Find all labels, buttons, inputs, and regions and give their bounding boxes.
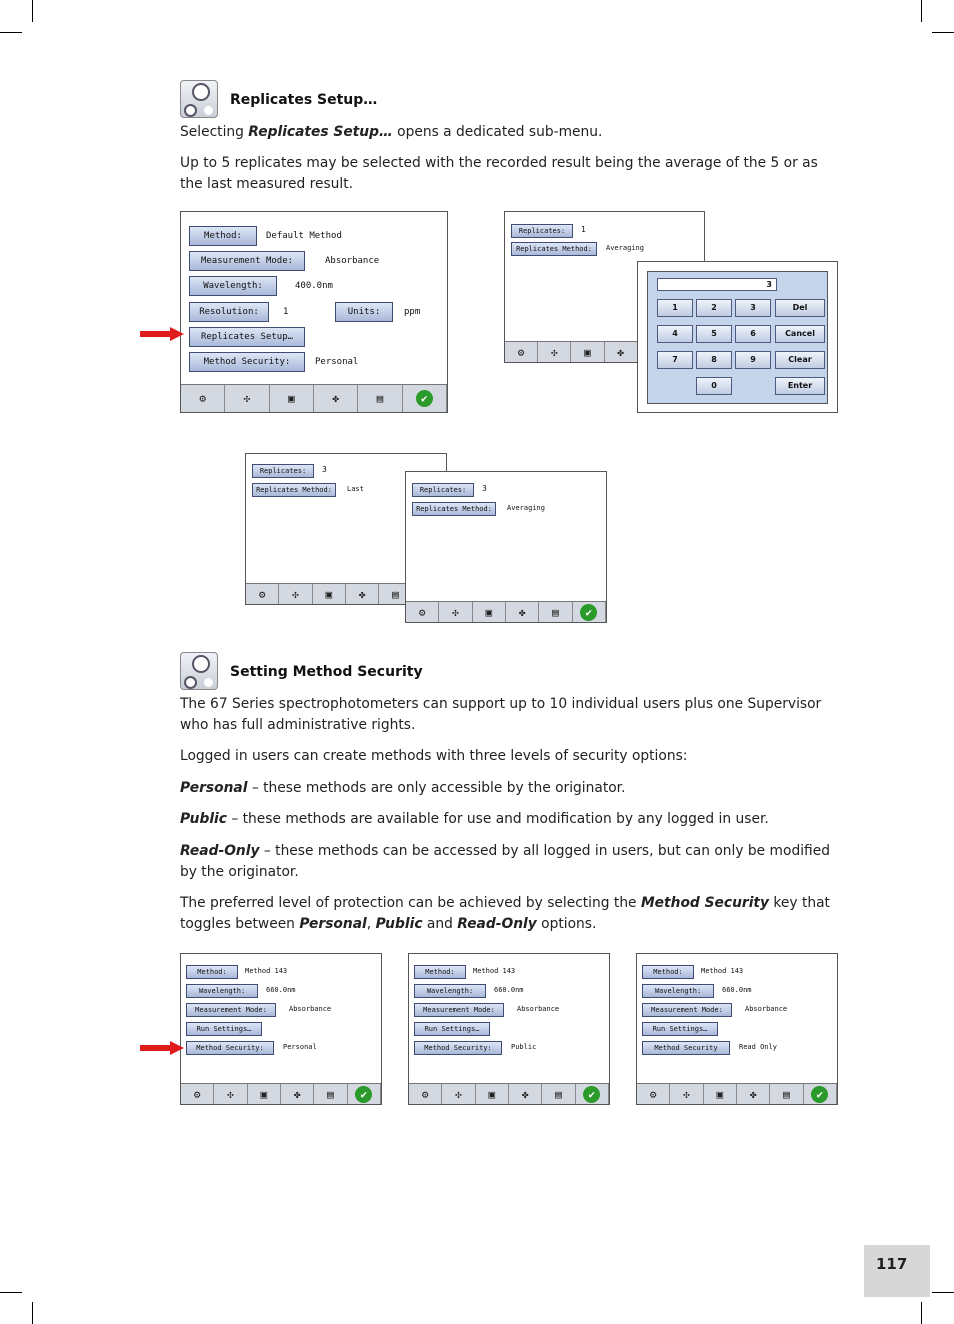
confirm-icon[interactable] bbox=[573, 602, 606, 622]
method-button[interactable]: Method: bbox=[189, 226, 257, 246]
puzzle-icon[interactable]: ✤ bbox=[737, 1084, 770, 1104]
units-value: ppm bbox=[404, 307, 421, 317]
key-del[interactable]: Del bbox=[775, 299, 825, 317]
pc-icon[interactable]: ▣ bbox=[571, 342, 604, 362]
paragraph-preferred: The preferred level of protection can be achieved by selecting the Method Security key that toggles between Personal, Public and Read-Only options. bbox=[180, 895, 830, 932]
molecule-icon[interactable]: ✣ bbox=[439, 602, 472, 622]
section-heading-security: Setting Method Security bbox=[230, 664, 423, 680]
measurement-mode-value: Absorbance bbox=[517, 1005, 560, 1013]
method-button[interactable]: Method: bbox=[186, 965, 238, 979]
measurement-mode-button[interactable]: Measurement Mode: bbox=[414, 1003, 504, 1017]
keypad-display: 3 bbox=[657, 278, 777, 291]
method-value: Method 143 bbox=[473, 967, 516, 975]
method-security-value: Personal bbox=[315, 357, 359, 367]
replicates-value: 3 bbox=[322, 465, 327, 474]
puzzle-icon[interactable]: ✤ bbox=[509, 1084, 542, 1104]
key-7[interactable]: 7 bbox=[657, 351, 693, 369]
settings-icon[interactable]: ⚙ bbox=[505, 342, 538, 362]
paragraph-public: Public – these methods are available for use and modification by any logged in user. bbox=[180, 811, 769, 827]
measurement-mode-value: Absorbance bbox=[745, 1005, 788, 1013]
crop-mark bbox=[921, 0, 922, 22]
pc-icon[interactable]: ▣ bbox=[473, 602, 506, 622]
page-number: 117 bbox=[876, 1255, 908, 1273]
crop-mark bbox=[921, 1302, 922, 1324]
replicates-method-value: Last bbox=[347, 485, 364, 493]
replicates-method-value: Averaging bbox=[507, 504, 545, 512]
key-clear[interactable]: Clear bbox=[775, 351, 825, 369]
settings-icon[interactable]: ⚙ bbox=[181, 385, 225, 412]
key-enter[interactable]: Enter bbox=[775, 377, 825, 395]
replicates-button[interactable]: Replicates: bbox=[412, 483, 474, 497]
toolbar bbox=[181, 384, 447, 412]
paragraph-replicates-detail: Up to 5 replicates may be selected with the recorded result being the average of the 5 or as the last measured result. bbox=[180, 155, 818, 192]
page-number-box bbox=[864, 1245, 930, 1297]
key-1[interactable]: 1 bbox=[657, 299, 693, 317]
crop-mark bbox=[932, 32, 954, 33]
replicates-method-button[interactable]: Replicates Method: bbox=[412, 502, 496, 516]
key-5[interactable]: 5 bbox=[696, 325, 732, 343]
save-icon[interactable]: ▤ bbox=[770, 1084, 803, 1104]
pc-icon[interactable]: ▣ bbox=[248, 1084, 281, 1104]
method-security-button[interactable]: Method Security: bbox=[189, 352, 305, 372]
key-8[interactable]: 8 bbox=[696, 351, 732, 369]
replicates-value: 1 bbox=[581, 225, 586, 234]
paragraph-users: The 67 Series spectrophotometers can support up to 10 individual users plus one Supervisor who has full administrative rights. bbox=[180, 696, 822, 733]
method-button[interactable]: Method: bbox=[642, 965, 694, 979]
crop-mark bbox=[32, 1302, 33, 1324]
screenshot-replicates-c bbox=[405, 471, 607, 623]
numeric-keypad bbox=[647, 271, 828, 404]
key-0[interactable]: 0 bbox=[696, 377, 732, 395]
puzzle-icon[interactable]: ✤ bbox=[281, 1084, 314, 1104]
save-icon[interactable]: ▤ bbox=[358, 385, 402, 412]
settings-icon[interactable]: ⚙ bbox=[406, 602, 439, 622]
save-icon[interactable]: ▤ bbox=[539, 602, 572, 622]
units-button[interactable]: Units: bbox=[335, 302, 393, 322]
paragraph-personal: Personal – these methods are only accessible by the originator. bbox=[180, 780, 626, 796]
replicates-button[interactable]: Replicates: bbox=[511, 224, 573, 238]
method-security-button[interactable]: Method Security bbox=[642, 1041, 730, 1055]
run-settings-button[interactable]: Run Settings… bbox=[414, 1022, 490, 1036]
crop-mark bbox=[932, 1292, 954, 1293]
resolution-button[interactable]: Resolution: bbox=[189, 302, 269, 322]
puzzle-icon[interactable]: ✤ bbox=[605, 342, 638, 362]
paragraph-replicates-intro: Selecting Replicates Setup… opens a dedicated sub-menu. bbox=[180, 124, 603, 140]
screenshot-security-public bbox=[408, 953, 610, 1105]
method-security-button[interactable]: Method Security: bbox=[414, 1041, 502, 1055]
molecule-icon[interactable]: ✣ bbox=[214, 1084, 247, 1104]
confirm-icon[interactable] bbox=[348, 1084, 381, 1104]
save-icon[interactable]: ▤ bbox=[542, 1084, 575, 1104]
method-security-value: Public bbox=[511, 1043, 537, 1051]
crop-mark bbox=[0, 1292, 22, 1293]
confirm-icon[interactable] bbox=[403, 385, 447, 412]
measurement-mode-value: Absorbance bbox=[325, 256, 380, 266]
measurement-mode-button[interactable]: Measurement Mode: bbox=[189, 251, 305, 271]
puzzle-icon[interactable]: ✤ bbox=[506, 602, 539, 622]
wavelength-value: 660.0nm bbox=[722, 986, 752, 994]
settings-dials-icon bbox=[180, 80, 218, 118]
screenshot-method-setup bbox=[180, 211, 448, 413]
confirm-icon[interactable] bbox=[804, 1084, 837, 1104]
key-cancel[interactable]: Cancel bbox=[775, 325, 825, 343]
wavelength-button[interactable]: Wavelength: bbox=[414, 984, 486, 998]
paragraph-read-only: Read-Only – these methods can be accessed by all logged in users, but can only be modified by the originator. bbox=[180, 843, 830, 880]
resolution-value: 1 bbox=[283, 307, 289, 317]
pc-icon[interactable]: ▣ bbox=[313, 584, 346, 604]
settings-icon[interactable]: ⚙ bbox=[637, 1084, 670, 1104]
replicates-method-value: Averaging bbox=[606, 244, 644, 252]
section-heading-replicates: Replicates Setup… bbox=[230, 92, 378, 108]
toolbar bbox=[409, 1083, 609, 1104]
wavelength-value: 400.0nm bbox=[295, 281, 333, 291]
method-value: Method 143 bbox=[701, 967, 744, 975]
settings-icon[interactable]: ⚙ bbox=[409, 1084, 442, 1104]
red-arrow-icon bbox=[140, 327, 184, 341]
replicates-button[interactable]: Replicates: bbox=[252, 464, 314, 478]
key-2[interactable]: 2 bbox=[696, 299, 732, 317]
wavelength-button[interactable]: Wavelength: bbox=[189, 276, 277, 296]
screenshot-security-read-only bbox=[636, 953, 838, 1105]
screenshot-keypad bbox=[637, 261, 838, 413]
measurement-mode-button[interactable]: Measurement Mode: bbox=[642, 1003, 732, 1017]
toolbar bbox=[637, 1083, 837, 1104]
settings-icon[interactable]: ⚙ bbox=[246, 584, 279, 604]
confirm-icon[interactable] bbox=[576, 1084, 609, 1104]
molecule-icon[interactable]: ✣ bbox=[279, 584, 312, 604]
crop-mark bbox=[32, 0, 33, 22]
wavelength-button[interactable]: Wavelength: bbox=[642, 984, 714, 998]
key-6[interactable]: 6 bbox=[735, 325, 771, 343]
method-value: Default Method bbox=[266, 231, 342, 241]
pc-icon[interactable]: ▣ bbox=[270, 385, 314, 412]
method-security-value: Read Only bbox=[739, 1043, 777, 1051]
settings-dials-icon bbox=[180, 652, 218, 690]
toolbar bbox=[406, 601, 606, 622]
replicates-setup-button[interactable]: Replicates Setup… bbox=[189, 327, 305, 347]
key-3[interactable]: 3 bbox=[735, 299, 771, 317]
save-icon[interactable]: ▤ bbox=[314, 1084, 347, 1104]
molecule-icon[interactable]: ✣ bbox=[442, 1084, 475, 1104]
puzzle-icon[interactable]: ✤ bbox=[314, 385, 358, 412]
pc-icon[interactable]: ▣ bbox=[476, 1084, 509, 1104]
run-settings-button[interactable]: Run Settings… bbox=[642, 1022, 718, 1036]
key-4[interactable]: 4 bbox=[657, 325, 693, 343]
replicates-method-button[interactable]: Replicates Method: bbox=[511, 242, 597, 256]
measurement-mode-button[interactable]: Measurement Mode: bbox=[186, 1003, 276, 1017]
screenshot-security-personal bbox=[180, 953, 382, 1105]
paragraph-levels: Logged in users can create methods with three levels of security options: bbox=[180, 748, 688, 764]
method-security-value: Personal bbox=[283, 1043, 317, 1051]
molecule-icon[interactable]: ✣ bbox=[225, 385, 269, 412]
molecule-icon[interactable]: ✣ bbox=[538, 342, 571, 362]
key-9[interactable]: 9 bbox=[735, 351, 771, 369]
puzzle-icon[interactable]: ✤ bbox=[346, 584, 379, 604]
method-value: Method 143 bbox=[245, 967, 288, 975]
replicates-value: 3 bbox=[482, 484, 487, 493]
wavelength-value: 660.0nm bbox=[266, 986, 296, 994]
crop-mark bbox=[0, 32, 22, 33]
method-button[interactable]: Method: bbox=[414, 965, 466, 979]
save-icon[interactable]: ▤ bbox=[379, 584, 412, 604]
run-settings-button[interactable]: Run Settings… bbox=[186, 1022, 262, 1036]
pc-icon[interactable]: ▣ bbox=[704, 1084, 737, 1104]
wavelength-value: 660.0nm bbox=[494, 986, 524, 994]
measurement-mode-value: Absorbance bbox=[289, 1005, 332, 1013]
molecule-icon[interactable]: ✣ bbox=[670, 1084, 703, 1104]
method-security-button[interactable]: Method Security: bbox=[186, 1041, 274, 1055]
wavelength-button[interactable]: Wavelength: bbox=[186, 984, 258, 998]
replicates-method-button[interactable]: Replicates Method: bbox=[252, 483, 336, 497]
toolbar bbox=[181, 1083, 381, 1104]
red-arrow-icon bbox=[140, 1041, 184, 1055]
settings-icon[interactable]: ⚙ bbox=[181, 1084, 214, 1104]
